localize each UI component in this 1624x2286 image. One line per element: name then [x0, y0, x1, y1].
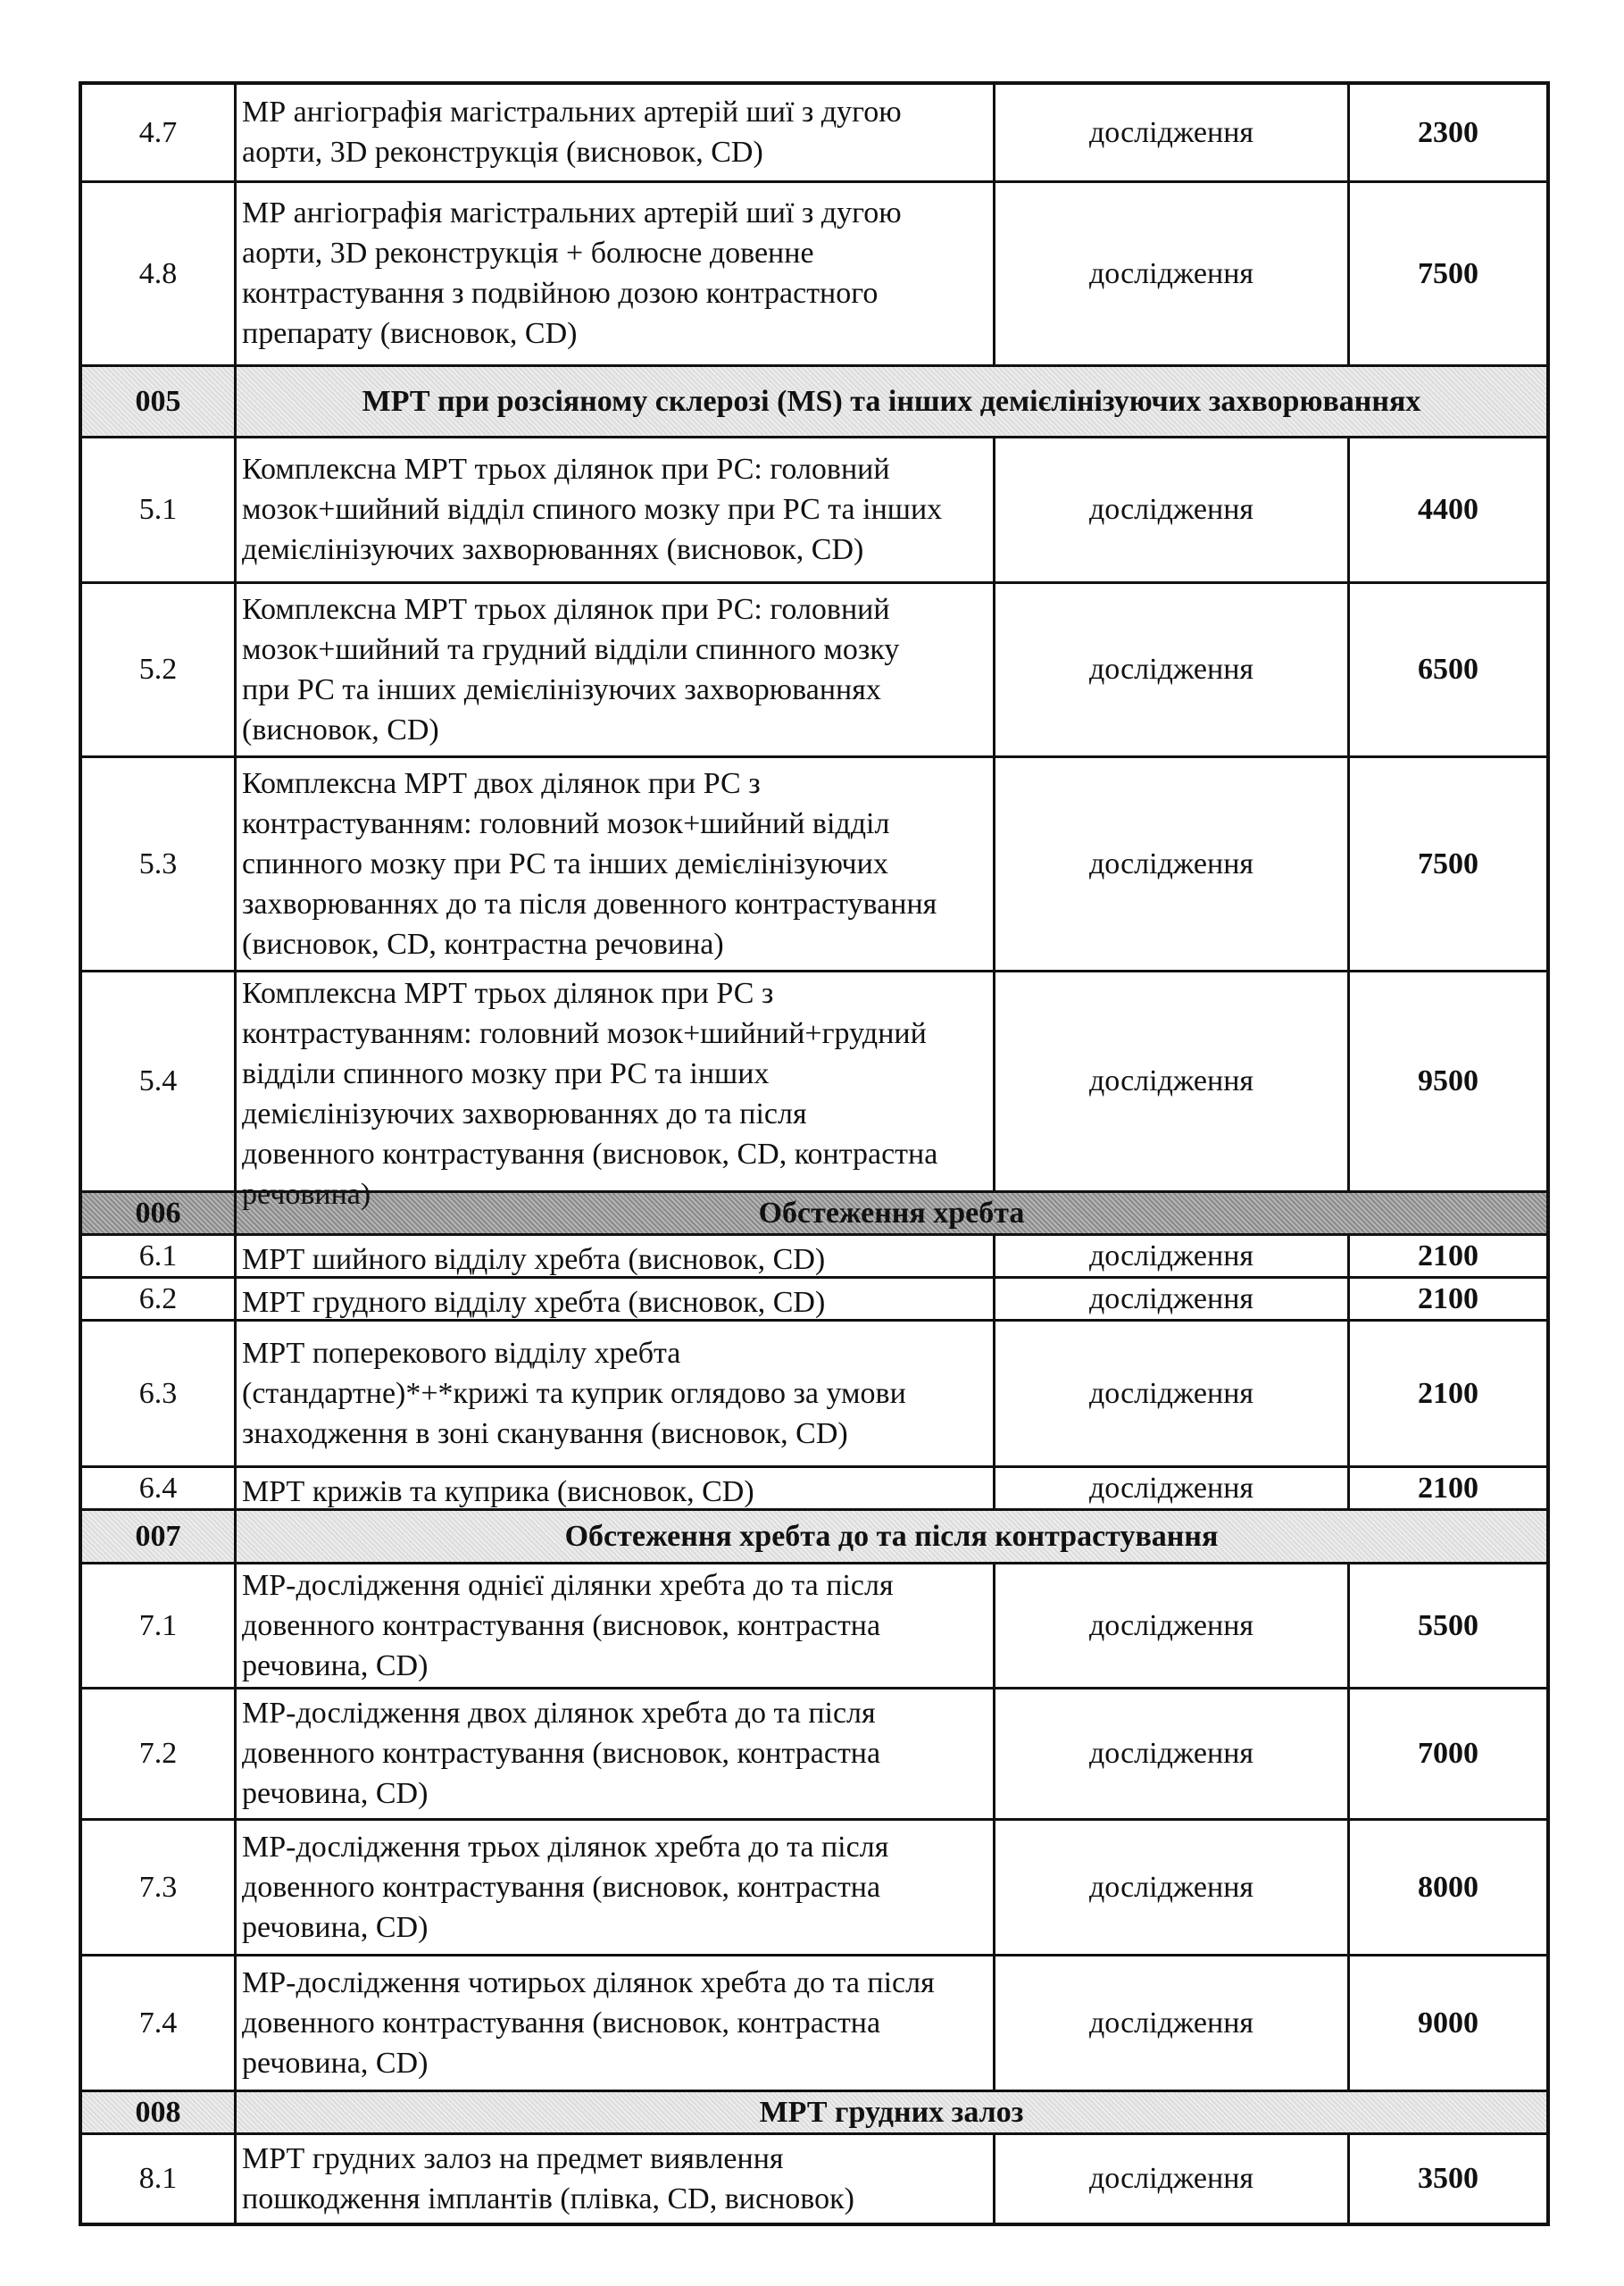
item-price: 2100: [1349, 1320, 1549, 1466]
description-line: демієлінізуючих захворюваннях (висновок, CD): [242, 533, 864, 566]
item-description-text: [242, 1239, 987, 1276]
item-price: 5500: [1349, 1563, 1549, 1688]
description-line: довенного контрастування (висновок, контрастна: [242, 1609, 881, 1642]
description-line: речовина, CD): [242, 1649, 429, 1682]
description-line: (висновок, CD): [242, 713, 439, 747]
description-line: Комплексна МРТ трьох ділянок при РС: головний: [242, 592, 890, 626]
item-description-text: [242, 1963, 987, 2083]
item-description: [236, 1955, 995, 2090]
table-row: [80, 1466, 1548, 1509]
table-row: [80, 1277, 1548, 1320]
item-number: 7.3: [80, 1819, 236, 1955]
item-description-text: [242, 92, 987, 172]
description-line: МР ангіографія магістральних артерій шиї з дугою: [242, 196, 902, 229]
description-line: довенного контрастування (висновок, контрастна: [242, 2006, 881, 2040]
description-line: МРТ шийного відділу хребта (висновок, CD): [242, 1243, 826, 1276]
description-line: Комплексна МРТ трьох ділянок при РС: головний: [242, 453, 890, 486]
section-row: [80, 1509, 1548, 1563]
item-price: 6500: [1349, 582, 1549, 756]
table-row: [80, 181, 1548, 365]
item-description: [236, 1466, 995, 1509]
description-line: МРТ поперекового відділу хребта: [242, 1336, 681, 1370]
item-description: [236, 1563, 995, 1688]
section-row: [80, 2090, 1548, 2133]
table-row: [80, 1563, 1548, 1688]
item-description: [236, 181, 995, 365]
item-unit: дослідження: [995, 1819, 1349, 1955]
item-description-text: [242, 2139, 987, 2219]
item-number: 7.4: [80, 1955, 236, 2090]
item-unit: дослідження: [995, 2133, 1349, 2224]
description-line: захворюваннях до та після довенного контрастування: [242, 887, 937, 921]
description-line: аорти, 3D реконструкція + болюсне довенне: [242, 237, 814, 270]
table-row: [80, 1955, 1548, 2090]
description-line: контрастування з подвійною дозою контрастного: [242, 277, 879, 310]
item-unit: дослідження: [995, 1955, 1349, 2090]
description-line: МР-дослідження однієї ділянки хребта до та після: [242, 1569, 894, 1602]
description-line: довенного контрастування (висновок, контрастна: [242, 1737, 881, 1770]
description-line: МР-дослідження трьох ділянок хребта до та після: [242, 1830, 889, 1864]
price-table-body: [80, 83, 1548, 2224]
item-description: [236, 1234, 995, 1277]
item-price: 2100: [1349, 1234, 1549, 1277]
section-title: Обстеження хребта до та після контрастування: [236, 1509, 1549, 1563]
item-description-text: [242, 1333, 987, 1454]
item-unit: дослідження: [995, 1688, 1349, 1819]
description-line: МР-дослідження двох ділянок хребта до та після: [242, 1697, 876, 1730]
description-line: довенного контрастування (висновок, CD, контрастна: [242, 1138, 938, 1171]
table-row: [80, 1688, 1548, 1819]
item-price: 7500: [1349, 756, 1549, 971]
description-line: МРТ грудних залоз на предмет виявлення: [242, 2141, 784, 2175]
item-number: 6.2: [80, 1277, 236, 1320]
section-title: Обстеження хребта: [236, 1191, 1549, 1234]
description-line: при РС та інших демієлінізуючих захворюваннях: [242, 672, 881, 706]
item-price: 9500: [1349, 971, 1549, 1191]
item-unit: дослідження: [995, 181, 1349, 365]
item-description-text: [242, 1693, 987, 1814]
item-price: 7000: [1349, 1688, 1549, 1819]
description-line: спинного мозку при РС та інших демієлінізуючих: [242, 847, 888, 880]
item-unit: дослідження: [995, 1277, 1349, 1320]
item-unit: дослідження: [995, 756, 1349, 971]
description-line: МРТ грудного відділу хребта (висновок, CD): [242, 1286, 826, 1319]
description-line: демієлінізуючих захворюваннях до та після: [242, 1097, 807, 1130]
item-description: [236, 2133, 995, 2224]
item-price: 8000: [1349, 1819, 1549, 1955]
item-description: [236, 437, 995, 582]
item-description-text: [242, 1827, 987, 1948]
item-number: 7.1: [80, 1563, 236, 1688]
table-row: [80, 2133, 1548, 2224]
item-description: [236, 971, 995, 1211]
item-unit: дослідження: [995, 582, 1349, 756]
section-code: 005: [80, 365, 236, 437]
section-code: 007: [80, 1509, 236, 1563]
description-line: аорти, 3D реконструкція (висновок, CD): [242, 136, 763, 170]
item-description-text: [242, 589, 987, 750]
description-line: контрастуванням: головний мозок+шийний+грудний: [242, 1017, 927, 1050]
item-unit: дослідження: [995, 1563, 1349, 1688]
description-line: пошкодження імплантів (плівка, CD, висновок): [242, 2182, 854, 2215]
item-description: [236, 1320, 995, 1466]
description-line: речовина): [242, 1178, 371, 1211]
item-price: 9000: [1349, 1955, 1549, 2090]
section-code: 008: [80, 2090, 236, 2133]
description-line: речовина, CD): [242, 1777, 429, 1810]
price-table: [79, 81, 1550, 2226]
item-description: [236, 1277, 995, 1320]
description-line: знаходження в зоні сканування (висновок, CD): [242, 1416, 848, 1450]
item-number: 4.8: [80, 181, 236, 365]
table-row: [80, 83, 1548, 181]
table-row: [80, 1819, 1548, 1955]
item-number: 4.7: [80, 83, 236, 181]
item-number: 6.3: [80, 1320, 236, 1466]
description-line: мозок+шийний та грудний відділи спинного мозку: [242, 632, 900, 666]
section-code: 006: [80, 1191, 236, 1234]
description-line: Комплексна МРТ трьох ділянок при РС з: [242, 977, 774, 1010]
item-price: 3500: [1349, 2133, 1549, 2224]
item-price: 2100: [1349, 1277, 1549, 1320]
description-line: МР ангіографія магістральних артерій шиї з дугою: [242, 96, 902, 129]
item-number: 6.1: [80, 1234, 236, 1277]
item-description-text: [242, 973, 987, 1211]
table-row: [80, 971, 1548, 1191]
item-number: 8.1: [80, 2133, 236, 2224]
item-description-text: [242, 763, 987, 964]
item-description: [236, 83, 995, 181]
section-title: МРТ грудних залоз: [236, 2090, 1549, 2133]
item-price: 7500: [1349, 181, 1549, 365]
table-row: [80, 756, 1548, 971]
table-row: [80, 582, 1548, 756]
description-line: (стандартне)*+*крижі та куприк оглядово за умови: [242, 1376, 906, 1410]
item-number: 5.4: [80, 971, 236, 1191]
item-number: 5.3: [80, 756, 236, 971]
table-row: [80, 437, 1548, 582]
item-description-text: [242, 449, 987, 570]
description-line: речовина, CD): [242, 1910, 429, 1944]
item-description-text: [242, 193, 987, 354]
item-price: 2100: [1349, 1466, 1549, 1509]
description-line: препарату (висновок, CD): [242, 317, 578, 350]
description-line: МРТ крижів та куприка (висновок, CD): [242, 1475, 754, 1508]
item-description: [236, 582, 995, 756]
item-unit: дослідження: [995, 1234, 1349, 1277]
description-line: (висновок, CD, контрастна речовина): [242, 927, 724, 961]
item-description-text: [242, 1472, 987, 1508]
item-number: 5.2: [80, 582, 236, 756]
description-line: Комплексна МРТ двох ділянок при РС з: [242, 766, 761, 800]
item-description-text: [242, 1282, 987, 1319]
table-row: [80, 1234, 1548, 1277]
item-number: 5.1: [80, 437, 236, 582]
item-description: [236, 1688, 995, 1819]
item-description: [236, 756, 995, 971]
item-unit: дослідження: [995, 1320, 1349, 1466]
item-unit: дослідження: [995, 971, 1349, 1191]
item-description-text: [242, 1565, 987, 1685]
description-line: мозок+шийний відділ спиного мозку при РС та інших: [242, 493, 943, 526]
table-row: [80, 1320, 1548, 1466]
item-price: 2300: [1349, 83, 1549, 181]
section-row: [80, 365, 1548, 437]
item-unit: дослідження: [995, 83, 1349, 181]
item-unit: дослідження: [995, 1466, 1349, 1509]
item-price: 4400: [1349, 437, 1549, 582]
description-line: речовина, CD): [242, 2046, 429, 2080]
description-line: МР-дослідження чотирьох ділянок хребта до та після: [242, 1965, 935, 1999]
description-line: відділи спинного мозку при РС та інших: [242, 1057, 770, 1090]
item-number: 7.2: [80, 1688, 236, 1819]
section-title: МРТ при розсіяному склерозі (MS) та інших демієлінізуючих захворюваннях: [236, 365, 1549, 437]
description-line: контрастуванням: головний мозок+шийний відділ: [242, 806, 890, 840]
item-number: 6.4: [80, 1466, 236, 1509]
item-unit: дослідження: [995, 437, 1349, 582]
item-description: [236, 1819, 995, 1955]
description-line: довенного контрастування (висновок, контрастна: [242, 1870, 881, 1904]
